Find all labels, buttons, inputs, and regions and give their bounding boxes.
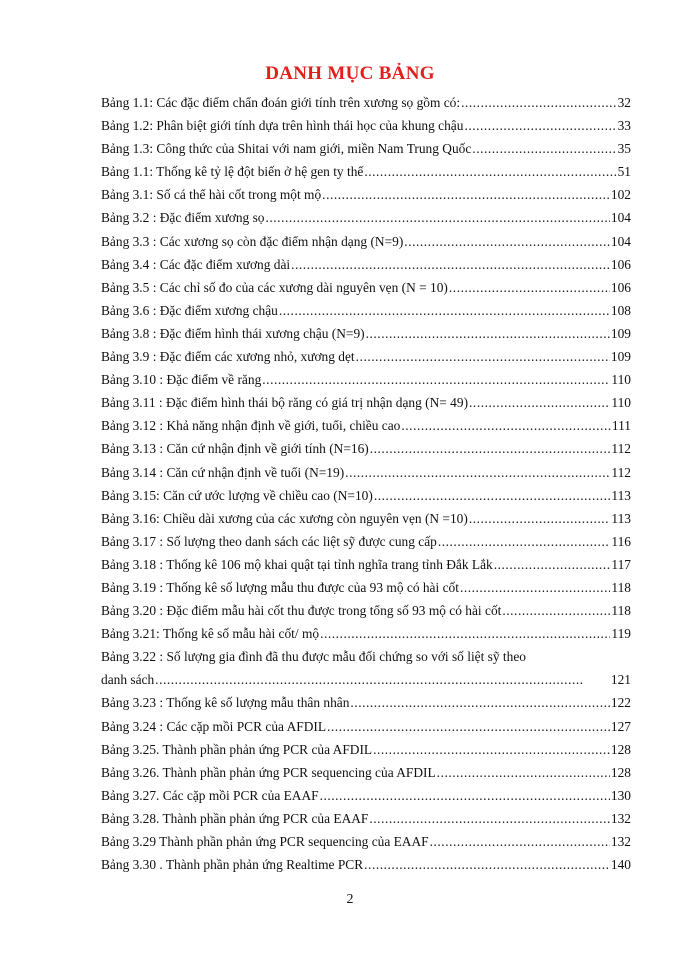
toc-entry-page: 121: [610, 672, 631, 688]
toc-entry-label: Bảng 3.20 : Đặc điểm mẫu hài cốt thu được trong tổng số 93 mộ có hài cốt: [101, 603, 502, 619]
dot-leader: [344, 461, 610, 484]
dot-leader: [363, 853, 610, 876]
dot-leader: [436, 761, 610, 784]
toc-entry-label: Bảng 3.5 : Các chỉ số đo của các xương dài nguyên vẹn (N = 10): [101, 279, 448, 295]
dot-leader: [290, 253, 610, 276]
toc-entry-label: Bảng 3.16: Chiều dài xương của các xương còn nguyên vẹn (N =10): [101, 510, 468, 526]
toc-entry-page: 118: [611, 603, 631, 619]
toc-entry-label: Bảng 3.25. Thành phần phản ứng PCR của AFDIL: [101, 741, 373, 757]
toc-entry-page: 113: [611, 510, 631, 526]
dot-leader: [368, 807, 610, 830]
dot-leader: [373, 484, 611, 507]
toc-entry: [101, 530, 631, 553]
toc-entry-page: 110: [611, 372, 631, 388]
dot-leader: [365, 322, 610, 345]
dot-leader: [471, 137, 616, 160]
dot-leader: [468, 507, 611, 530]
toc-entry: [101, 461, 631, 484]
toc-entry-page: 112: [611, 464, 631, 480]
toc-entry-label: Bảng 3.11 : Đặc điểm hình thái bộ răng có giá trị nhận dạng (N= 49): [101, 395, 469, 411]
toc-entry: [101, 668, 631, 691]
toc-entry-label: danh sách: [101, 672, 155, 688]
dot-leader: [319, 784, 610, 807]
toc-entry: [101, 645, 631, 668]
toc-entry: [101, 830, 631, 853]
dot-leader: [321, 183, 610, 206]
toc-entry: [101, 484, 631, 507]
toc-entry: [101, 576, 631, 599]
toc-entry-label: Bảng 3.19 : Thống kê số lượng mẫu thu được của 93 mộ có hài cốt: [101, 579, 459, 595]
toc-entry-page: 104: [610, 210, 631, 226]
toc-entry-page: 106: [610, 279, 631, 295]
toc-entry-page: 132: [610, 834, 631, 849]
dot-leader: [501, 599, 610, 622]
dot-leader: [278, 299, 610, 322]
toc-entry-page: 140: [610, 857, 631, 873]
toc-entry-page: 104: [610, 233, 631, 249]
toc-entry-label: Bảng 3.9 : Đặc điểm các xương nhỏ, xương dẹt: [101, 349, 355, 365]
dot-leader: [363, 160, 616, 183]
toc-entry: [101, 322, 631, 345]
dot-leader: [372, 738, 610, 761]
toc-entry-label: Bảng 3.13 : Căn cứ nhận định về giới tính (N=16): [101, 441, 369, 457]
toc-entry: [101, 206, 631, 229]
toc-entry: [101, 391, 631, 414]
toc-entry-label: Bảng 3.10 : Đặc điểm về răng: [101, 372, 262, 388]
toc-entry-label: Bảng 3.22 : Số lượng gia đình đã thu được mẫu đối chứng so với số liệt sỹ theo: [101, 649, 526, 665]
toc-entry-label: Bảng 3.23 : Thống kê số lượng mẫu thân nhân: [101, 695, 350, 711]
dot-leader: [448, 276, 610, 299]
toc-entry-label: Bảng 3.12 : Khả năng nhận định về giới, tuổi, chiều cao: [101, 418, 401, 434]
dot-leader: [154, 668, 610, 691]
dot-leader: [437, 530, 611, 553]
toc-entry-label: Bảng 3.27. Các cặp mồi PCR của EAAF: [101, 787, 319, 803]
dot-leader: [349, 691, 610, 714]
toc-entry-page: 111: [611, 418, 631, 434]
toc-entry-label: Bảng 3.29 Thành phần phản ứng PCR sequencing của EAAF: [101, 834, 429, 849]
toc-entry-label: Bảng 3.21: Thống kê số mẫu hài cốt/ mộ: [101, 626, 320, 642]
dot-leader: [403, 230, 610, 253]
toc-entry-label: Bảng 1.1: Thống kê tỷ lệ đột biến ở hệ gen ty thể: [101, 164, 364, 180]
toc-entry-label: Bảng 3.17 : Số lượng theo danh sách các liệt sỹ được cung cấp: [101, 533, 437, 549]
toc-entry-label: Bảng 1.2: Phân biệt giới tính dựa trên hình thái học của khung chậu: [101, 118, 464, 134]
toc-entry: [101, 230, 631, 253]
toc-entry-page: 109: [610, 349, 631, 365]
toc-entry: [101, 807, 631, 830]
toc-entry-page: 127: [610, 718, 631, 734]
toc-entry: [101, 553, 631, 576]
toc-entry-label: Bảng 3.4 : Các đặc điểm xương dài: [101, 256, 291, 272]
toc-entry-page: 110: [611, 395, 631, 411]
toc-entry-page: 32: [617, 95, 631, 110]
dot-leader: [261, 368, 610, 391]
toc-entry: [101, 599, 631, 622]
toc-entry: [101, 507, 631, 530]
dot-leader: [460, 91, 617, 114]
toc-entry-page: 35: [617, 141, 631, 157]
toc-entry: [101, 761, 631, 784]
toc-entry: [101, 784, 631, 807]
toc-entry-label: Bảng 3.15: Căn cứ ước lượng về chiều cao (N=10): [101, 487, 373, 503]
toc-entry-label: Bảng 3.26. Thành phần phản ứng PCR sequencing của AFDIL: [101, 764, 436, 780]
dot-leader: [463, 114, 616, 137]
toc-entry-label: Bảng 3.24 : Các cặp mồi PCR của AFDIL: [101, 718, 327, 734]
toc-entry-page: 102: [610, 187, 631, 203]
toc-entry-page: 112: [611, 441, 631, 457]
toc-entry: [101, 738, 631, 761]
toc-entry: [101, 137, 631, 160]
toc-entry-page: 113: [611, 487, 631, 503]
toc-entry: [101, 345, 631, 368]
dot-leader: [355, 345, 610, 368]
toc-entry-page: 118: [611, 579, 631, 595]
toc-entry-label: Bảng 3.18 : Thống kê 106 mộ khai quật tại tỉnh nghĩa trang tỉnh Đắk Lắk: [101, 556, 493, 572]
toc-entry-page: 108: [610, 302, 631, 318]
toc-entry: [101, 253, 631, 276]
toc-entry-page: 51: [617, 164, 631, 180]
toc-entry: [101, 276, 631, 299]
toc-entry-page: 128: [610, 764, 631, 780]
toc-entry-page: 128: [610, 741, 631, 757]
dot-leader: [429, 830, 610, 853]
toc-entry-label: Bảng 1.3: Công thức của Shitai với nam giới, miền Nam Trung Quốc: [101, 141, 472, 157]
dot-leader: [400, 414, 611, 437]
toc-entry-page: 33: [617, 118, 631, 134]
page-number: 2: [346, 892, 354, 907]
toc-entry-label: Bảng 3.1: Số cá thể hài cốt trong một mộ: [101, 187, 322, 203]
toc-entry-page: 106: [610, 256, 631, 272]
dot-leader: [326, 715, 610, 738]
toc-entry: [101, 691, 631, 714]
toc-entry-label: Bảng 3.28. Thành phần phản ứng PCR của EAAF: [101, 810, 369, 826]
toc-entry: [101, 853, 631, 876]
dot-leader: [264, 206, 609, 229]
toc-entry-label: Bảng 3.3 : Các xương sọ còn đặc điểm nhận dạng (N=9): [101, 233, 404, 249]
page-title: DANH MỤC BẢNG: [265, 63, 435, 84]
toc-entry-page: 130: [610, 787, 631, 803]
toc-entry-page: 116: [611, 533, 631, 549]
toc-entry: [101, 91, 631, 114]
toc-entry: [101, 622, 631, 645]
toc-entry: [101, 183, 631, 206]
toc-entry-page: 117: [611, 556, 631, 572]
toc-entry-page: 109: [610, 325, 631, 341]
toc-entry-page: 122: [610, 695, 631, 711]
dot-leader: [369, 437, 611, 460]
toc-entry: [101, 414, 631, 437]
toc-entry: [101, 299, 631, 322]
dot-leader: [319, 622, 610, 645]
toc-entry: [101, 368, 631, 391]
toc-entry-page: 119: [611, 626, 631, 642]
dot-leader: [493, 553, 611, 576]
toc-entry: [101, 715, 631, 738]
dot-leader: [459, 576, 610, 599]
toc-entry-label: Bảng 3.30 . Thành phần phản ứng Realtime PCR: [101, 857, 364, 873]
toc-entry: [101, 114, 631, 137]
toc-entry-page: 132: [610, 810, 631, 826]
dot-leader: [468, 391, 610, 414]
toc-entry-label: Bảng 1.1: Các đặc điểm chẩn đoán giới tính trên xương sọ gồm có:: [101, 95, 461, 110]
toc-entry-label: Bảng 3.6 : Đặc điểm xương chậu: [101, 302, 278, 318]
toc-entry-label: Bảng 3.2 : Đặc điểm xương sọ: [101, 210, 265, 226]
toc-entry: [101, 437, 631, 460]
toc-entry: [101, 160, 631, 183]
toc-entry-label: Bảng 3.14 : Căn cứ nhận định về tuổi (N=19): [101, 464, 345, 480]
toc-entry-label: Bảng 3.8 : Đặc điểm hình thái xương chậu (N=9): [101, 325, 365, 341]
table-list: [101, 91, 631, 876]
